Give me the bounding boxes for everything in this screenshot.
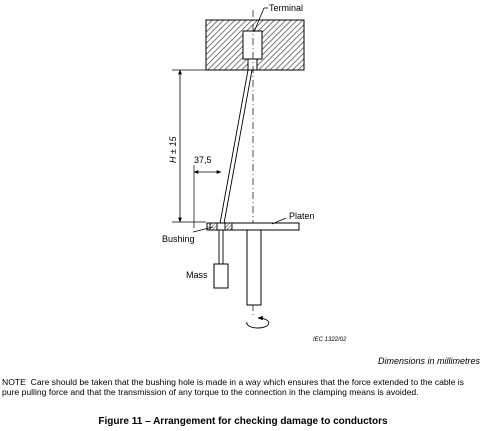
mass-label: Mass	[186, 270, 208, 280]
note-prefix: NOTE	[2, 377, 26, 387]
height-dimension-label: H ± 15	[168, 136, 178, 163]
note-text: Care should be taken that the bushing hole is made in a way which ensures that the force extended to the cable is pure pulling force and that the transmission of any torque to the connection in the clamping means is avoided.	[2, 377, 464, 397]
platen-shaft	[247, 230, 261, 305]
bushing-label: Bushing	[162, 234, 195, 244]
iec-reference: IEC 1322/02	[313, 337, 347, 343]
rotation-arrow-icon	[247, 318, 269, 328]
hanging-cable	[219, 230, 223, 264]
platen-label: Platen	[289, 211, 315, 221]
conductor	[219, 70, 252, 229]
figure-caption: Figure 11 – Arrangement for checking damage to conductors	[98, 416, 388, 427]
platen	[207, 223, 299, 230]
mass	[214, 264, 228, 288]
offset-dimension	[194, 165, 221, 228]
dimensions-note: Dimensions in millimetres	[377, 356, 480, 366]
terminal-block	[206, 20, 304, 70]
terminal-label: Terminal	[269, 3, 304, 13]
note-block	[2, 377, 482, 397]
offset-dimension-label: 37,5	[194, 155, 212, 165]
